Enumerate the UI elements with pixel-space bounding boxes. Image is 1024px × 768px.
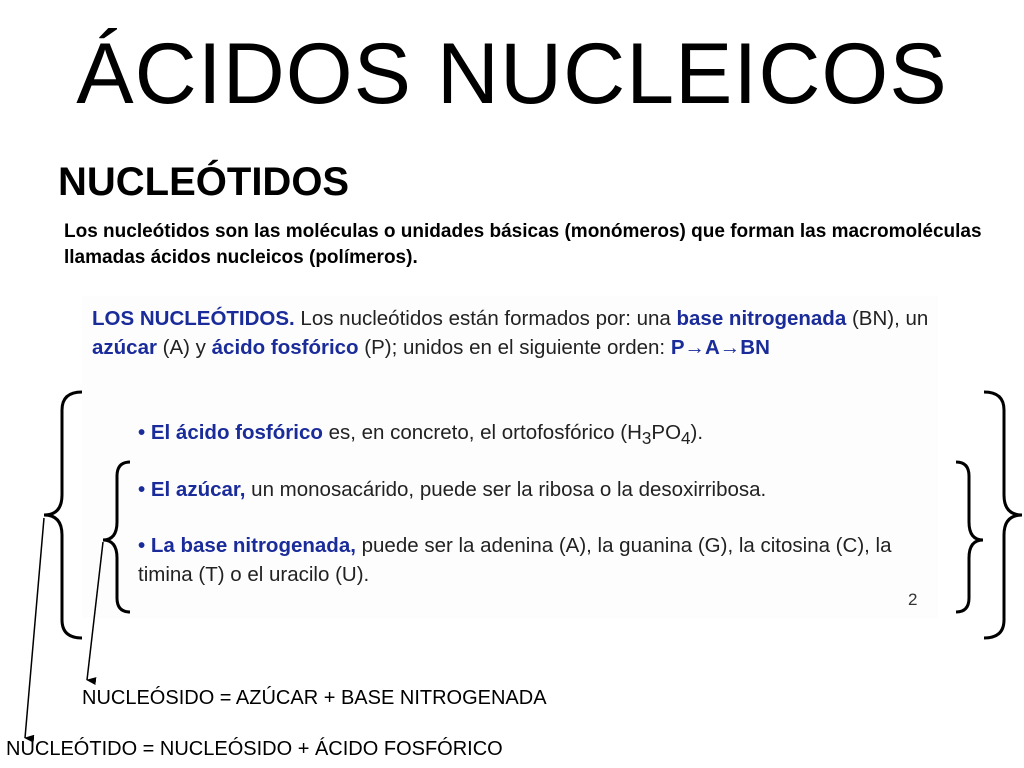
panel-text-1: Los nucleótidos están formados por: una: [294, 307, 677, 330]
bullet1-sub1: 3: [641, 429, 652, 449]
panel-heading: LOS NUCLEÓTIDOS.: [92, 307, 295, 330]
bullet1-end: ).: [690, 421, 704, 444]
bullet2-label: • El azúcar,: [138, 478, 246, 501]
sugar-label: azúcar: [92, 336, 157, 359]
base-label: base nitrogenada: [676, 307, 847, 330]
bullet1-text: es, en concreto, el ortofosfórico (H: [322, 421, 642, 444]
panel-text-4: (P); unidos en el siguiente orden:: [358, 336, 671, 359]
page-title: ÁCIDOS NUCLEICOS: [76, 26, 948, 122]
intro-paragraph: Los nucleótidos son las moléculas o unidades básicas (monómeros) que forman las macromoléculas llamadas ácidos nucleicos (polímeros).: [64, 221, 982, 268]
nucleoside-arrow: [87, 542, 103, 680]
bullet1-label: • El ácido fosfórico: [138, 421, 323, 444]
outer-right-brace: [984, 392, 1022, 638]
bullet3-text: puede ser la adenina (A), la guanina (G), la citosina (C), la timina (T) o el uracilo (U).: [138, 534, 892, 586]
bullet3-label: • La base nitrogenada,: [138, 534, 356, 557]
outer-left-brace: [44, 392, 82, 638]
slide-page-number: 2: [908, 590, 918, 609]
nucleotide-arrow: [25, 518, 44, 738]
nucleotide-formula: NUCLEÓTIDO = NUCLEÓSIDO + ÁCIDO FOSFÓRICO: [6, 738, 503, 760]
section-heading: NUCLEÓTIDOS: [58, 160, 350, 204]
bullet2-text: un monosacárido, puede ser la ribosa o la desoxirribosa.: [245, 478, 767, 501]
nucleoside-formula: NUCLEÓSIDO = AZÚCAR + BASE NITROGENADA: [82, 687, 547, 709]
order-sequence: P→A→BN: [670, 336, 770, 359]
inner-right-brace: [956, 462, 983, 612]
acid-label: ácido fosfórico: [211, 336, 359, 359]
bullet1-sub2: 4: [681, 429, 691, 449]
panel-text-2: (BN), un: [846, 307, 929, 330]
bullet1-mid: PO: [651, 421, 682, 444]
panel-text-3: (A) y: [156, 336, 212, 359]
inner-left-brace: [103, 462, 130, 612]
